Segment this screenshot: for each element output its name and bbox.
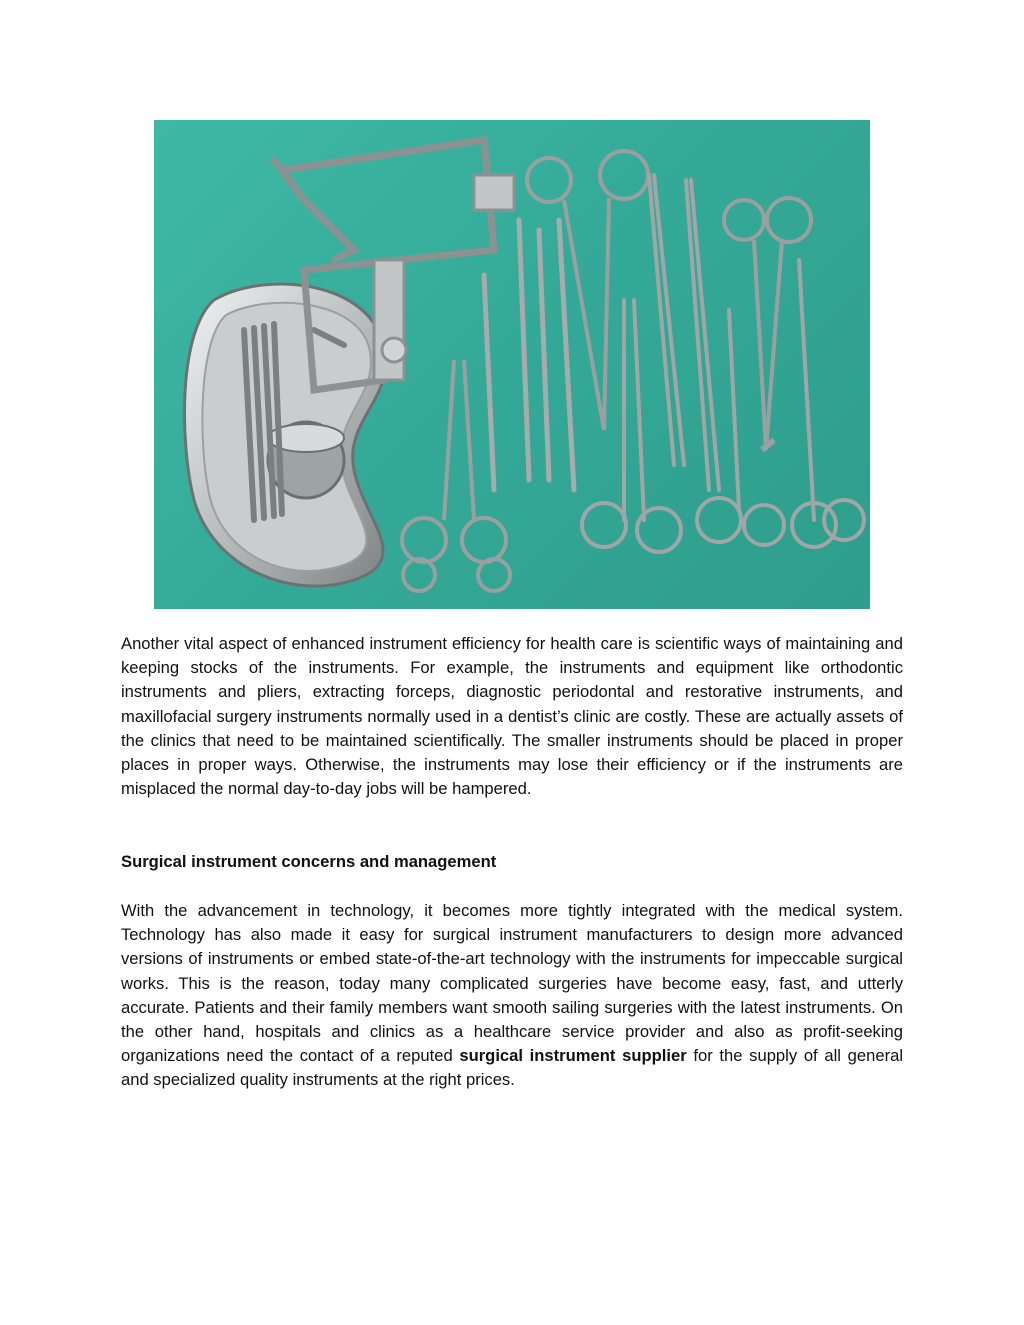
kidney-dish-icon: [184, 284, 385, 586]
paragraph-2-text-before: With the advancement in technology, it becomes more tightly integrated with the medical system. Technology has also made it easy for surgical instrument manufacturers to design more advanced versions of instruments or embed state-of-the-art technology with the instruments for impeccable surgical works. This is the reason, today many complicated surgeries have become easy, fast, and utterly accurate. Patients and their family members want smooth sailing surgeries with the latest instruments. On the other hand, hospitals and clinics as a healthcare service provider and also as profit-seeking organizations need the contact of a reputed: [121, 901, 903, 1066]
forceps-icon: [582, 175, 864, 552]
mouth-gag-icon: [274, 140, 514, 390]
paragraph-2: [121, 899, 903, 1093]
instruments-photo: [154, 120, 870, 609]
instruments-illustration: [154, 120, 870, 609]
section-heading: Surgical instrument concerns and management: [121, 852, 497, 871]
probe-icon: [484, 220, 574, 490]
paragraph-1: Another vital aspect of enhanced instrument efficiency for health care is scientific ways of maintaining and keeping stocks of the instruments. For example, the instruments and equipment like orthodontic instruments and pliers, extracting forceps, diagnostic periodontal and restorative instruments, and maxillofacial surgery instruments normally used in a dentist’s clinic are costly. These are actually assets of the clinics that need to be maintained scientifically. The smaller instruments should be placed in proper places in proper ways. Otherwise, the instruments may lose their efficiency or if the instruments are misplaced the normal day-to-day jobs will be hampered.: [121, 634, 903, 799]
supplier-bold-text: surgical instrument supplier: [459, 1046, 687, 1066]
paragraph-2-text-after: for the supply of all general and specialized quality instruments at the right prices.: [121, 1046, 904, 1090]
